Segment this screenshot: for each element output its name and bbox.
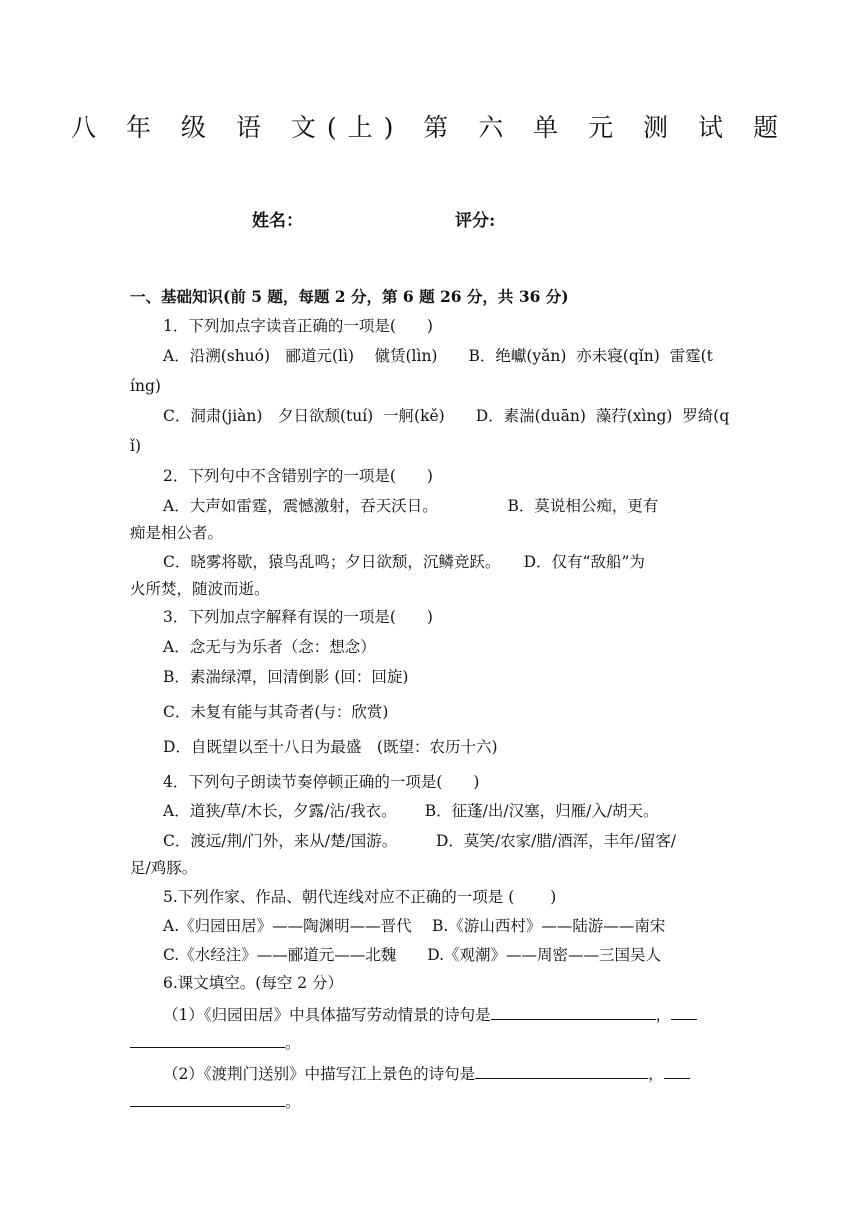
page-title: 八 年 级 语 文(上) 第 六 单 元 测 试 题	[71, 113, 789, 142]
question-2-option-line: 火所焚，随波而逝。	[130, 580, 270, 598]
question-2-stem: 2．下列句中不含错别字的一项是( )	[163, 467, 433, 485]
fill-item-prompt: （2）《渡荆门送别》中描写江上景色的诗句是	[163, 1065, 476, 1083]
question-1-option-line: íng)	[130, 377, 161, 395]
answer-blank[interactable]	[664, 1063, 690, 1079]
fill-item-separator: ，	[648, 1065, 664, 1083]
answer-blank[interactable]	[671, 1004, 697, 1020]
question-5-option-line: A.《归园田居》——陶渊明——晋代 B.《游山西村》——陆游——南宋	[163, 917, 666, 935]
question-1-option-line: A．沿溯(shuó) 郦道元(lì) 僦赁(lìn) B．绝巘(yǎn) 亦未寝(qǐn) 雷霆(t	[163, 347, 713, 365]
question-3-option-c: C．未复有能与其奇者(与：欣赏)	[163, 703, 389, 721]
question-3-option-a: A．念无与为乐者（念：想念）	[163, 638, 376, 656]
fill-item-end: 。	[285, 1034, 301, 1052]
answer-blank[interactable]	[491, 1004, 656, 1020]
question-4-option-line: 足/鸡豚。	[130, 859, 198, 877]
fill-item-2	[163, 1063, 690, 1084]
fill-item-separator: ，	[655, 1006, 672, 1024]
question-1-stem: 1．下列加点字读音正确的一项是( )	[163, 317, 433, 335]
fill-item-1	[163, 1004, 697, 1025]
question-1-option-line: ǐ)	[130, 437, 142, 455]
question-3-option-b: B．素湍绿潭，回清倒影 (回：回旋)	[163, 668, 409, 686]
answer-blank[interactable]	[475, 1063, 648, 1079]
answer-blank[interactable]	[130, 1091, 285, 1107]
question-3-stem: 3．下列加点字解释有误的一项是( )	[163, 608, 433, 626]
question-2-option-line: C．晓雾将歇，猿鸟乱鸣；夕日欲颓，沉鳞竞跃。 D．仅有“敌船”为	[163, 553, 645, 571]
fill-item-2-continued	[130, 1091, 301, 1112]
question-4-option-line: A．道狭/草/木长，夕露/沾/我衣。 B．征蓬/出/汉塞，归雁/入/胡天。	[163, 802, 659, 820]
score-label: 评分:	[455, 211, 496, 231]
question-4-option-line: C．渡远/荆/门外，来从/楚/国游。 D．莫笑/农家/腊/酒浑，丰年/留客/	[163, 832, 677, 850]
section-heading: 一、基础知识(前 5 题，每题 2 分，第 6 题 26 分，共 36 分)	[130, 287, 569, 306]
question-3-option-d: D．自既望以至十八日为最盛 (既望：农历十六)	[163, 738, 498, 756]
question-2-option-line: 痴是相公者。	[130, 524, 224, 542]
fill-item-end: 。	[285, 1093, 301, 1111]
question-5-option-line: C.《水经注》——郦道元——北魏 D.《观潮》——周密——三国吴人	[163, 946, 662, 964]
question-5-stem: 5.下列作家、作品、朝代连线对应不正确的一项是 ( )	[163, 888, 557, 906]
answer-blank[interactable]	[130, 1032, 285, 1048]
fill-item-prompt: （1）《归园田居》中具体描写劳动情景的诗句是	[163, 1006, 491, 1024]
fill-item-1-continued	[130, 1032, 301, 1053]
name-label: 姓名：	[252, 211, 303, 231]
question-6-stem: 6.课文填空。(每空 2 分）	[163, 974, 344, 992]
question-4-stem: 4．下列句子朗读节奏停顿正确的一项是( )	[163, 773, 480, 791]
question-2-option-line: A．大声如雷霆，震憾激射，吞天沃日。 B．莫说相公痴，更有	[163, 497, 659, 515]
question-1-option-line: C．洞肃(jiàn) 夕日欲颓(tuí) 一舸(kě) D．素湍(duān) 藻荇(xìng) 罗绮(q	[163, 407, 730, 425]
